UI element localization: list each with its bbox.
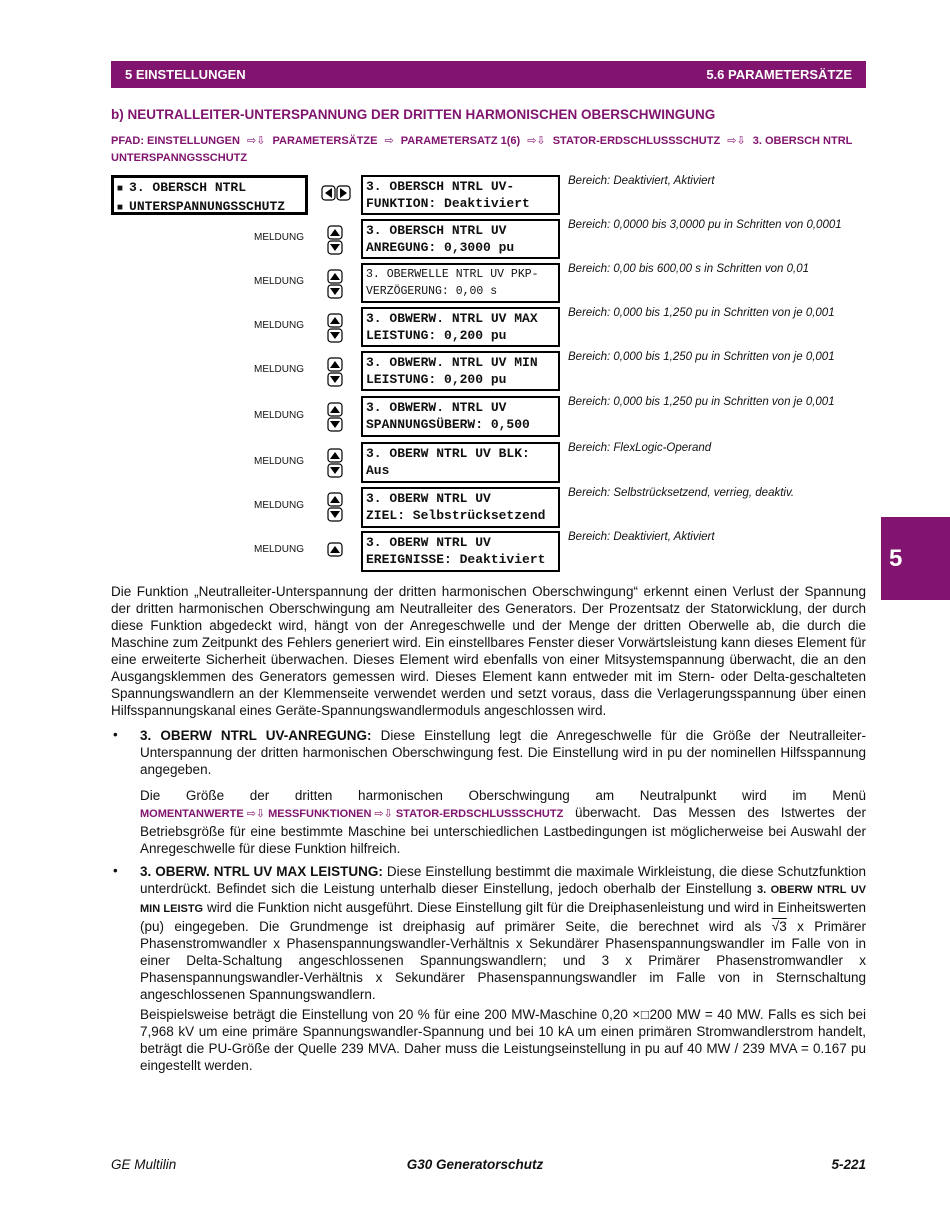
setting-display-delay	[361, 263, 560, 303]
path-item: PARAMETERSÄTZE	[272, 135, 378, 147]
setting-ref: 3. OBERW NTRL UV MIN LEISTG	[140, 884, 866, 915]
menu-ref: STATOR-ERDSCHLUSSSCHUTZ	[395, 808, 564, 820]
setting-range: Bereich: 0,000 bis 1,250 pu in Schritten von je 0,001	[568, 396, 835, 408]
setting-display-events	[361, 531, 560, 572]
text-run: überwacht. Das Messen des Istwertes der Betriebsgröße für eine bestimmte Maschine bei unterschiedlichen Lastbedingungen ist möglicherweise bei Auswahl der Anregeschwelle für diese Funktion hilfreich.	[140, 805, 866, 856]
up-down-arrows-icon	[327, 492, 343, 522]
up-down-arrows-icon	[327, 402, 343, 432]
setting-line: ZIEL: Selbstrücksetzend	[366, 508, 546, 523]
menu-header-line: ■ UNTERSPANNUNGSSCHUTZ	[117, 198, 302, 215]
bullet-max-power-paragraph	[140, 863, 866, 1003]
text-run: wird die Funktion nicht ausgeführt. Diese Einstellung gilt für die Dreiphasenleistung und wird in Einheitswerten (pu) eingegeben. Die Grundmenge ist dreiphasig auf primärer Seite, die berechnet wird als	[140, 900, 866, 934]
footer-company: GE Multilin	[111, 1157, 177, 1172]
melding-label: MELDUNG	[254, 364, 305, 375]
path-item: STATOR-ERDSCHLUSSSCHUTZ	[552, 135, 721, 147]
setting-line: 3. OBERSCH NTRL UV-	[366, 179, 515, 194]
setting-line: 3. OBWERW. NTRL UV MIN	[366, 355, 538, 370]
setting-line: 3. OBERW NTRL UV	[366, 535, 491, 550]
setting-display-voltage-supervision	[361, 396, 560, 437]
setting-line: 3. OBERSCH NTRL UV	[366, 223, 507, 238]
setting-range: Bereich: 0,000 bis 1,250 pu in Schritten von je 0,001	[568, 351, 835, 363]
bullet-marker: •	[113, 727, 118, 742]
melding-label: MELDUNG	[254, 544, 305, 555]
setting-display-block	[361, 442, 560, 483]
setting-display-target	[361, 487, 560, 528]
menu-header-display	[111, 175, 308, 215]
setting-range: Bereich: Selbstrücksetzend, verrieg, deaktiv.	[568, 487, 795, 499]
path-item: 3. OBERSCH NTRL UNTERSPANNGSSCHUTZ	[111, 135, 853, 164]
text-run: x Primärer Phasenstromwandler x Phasenspannungswandler-Verhältnis x Sekundärer Phasenspannungswandler im Falle von in einer Delta-Schaltung angeschlossenen Spannungswandlern; und 3 x Primärer Phasenstromwandler x Phasenspannungswandler-Verhältnis x Sekundärer Phasenspannungswandler im Falle von in Sternschaltung angeschlossenen Spannungswandlern.	[140, 919, 866, 1002]
setting-line: 3. OBWERW. NTRL UV	[366, 400, 507, 415]
bullet-term: 3. OBERW NTRL UV-ANREGUNG:	[140, 728, 372, 743]
melding-label: MELDUNG	[254, 410, 305, 421]
bullet-term: 3. OBERW. NTRL UV MAX LEISTUNG:	[140, 864, 383, 879]
melding-label: MELDUNG	[254, 320, 305, 331]
up-arrow-icon	[327, 542, 343, 558]
chapter-tab: 5	[881, 517, 950, 600]
menu-ref: MESSFUNKTIONEN	[268, 808, 372, 820]
text-run: Die Größe der dritten harmonischen Oberschwingung am Neutralpunkt wird im Menü	[140, 788, 866, 803]
menu-ref: MOMENTANWERTE	[140, 808, 244, 820]
menu-path	[111, 133, 866, 167]
melding-label: MELDUNG	[254, 500, 305, 511]
footer-page-number: 5-221	[831, 1157, 866, 1172]
melding-label: MELDUNG	[254, 232, 305, 243]
up-down-arrows-icon	[327, 313, 343, 343]
setting-line: VERZÖGERUNG: 0,00 s	[366, 285, 498, 298]
setting-line: SPANNUNGSÜBERW: 0,500	[366, 417, 530, 432]
up-down-arrows-icon	[327, 225, 343, 255]
setting-line: LEISTUNG: 0,200 pu	[366, 328, 507, 343]
setting-line: 3. OBERWELLE NTRL UV PKP-	[366, 268, 539, 281]
setting-line: LEISTUNG: 0,200 pu	[366, 372, 507, 387]
setting-display-pickup	[361, 219, 560, 259]
path-prefix: PFAD: EINSTELLUNGEN	[111, 135, 240, 147]
left-right-arrows-icon	[321, 185, 351, 201]
footer-product: G30 Generatorschutz	[406, 1157, 544, 1172]
setting-display-min-power	[361, 351, 560, 391]
path-arrow-icon: ⇨⇩	[374, 808, 393, 820]
setting-range: Bereich: 0,0000 bis 3,0000 pu in Schritten von 0,0001	[568, 219, 842, 231]
path-arrow-icon: ⇨⇩	[727, 135, 746, 147]
text-run: Diese Einstellung bestimmt die maximale Wirkleistung, die diese Schutzfunktion unterdrückt. Befindet sich die Leistung unterhalb dieser Einstellung, jedoch oberhalb der Einstellung	[140, 864, 866, 896]
path-arrow-icon: ⇨⇩	[527, 135, 546, 147]
up-down-arrows-icon	[327, 357, 343, 387]
header-bar	[111, 61, 866, 88]
bullet-pickup-paragraph	[140, 727, 866, 778]
setting-line: FUNKTION: Deaktiviert	[366, 196, 530, 211]
header-chapter: 5 EINSTELLUNGEN	[125, 67, 246, 82]
bullet-text: Diese Einstellung legt die Anregeschwelle für die Größe der Neutralleiter-Unterspannung der dritten harmonischen Oberschwingung fest. Die Einstellung wird in pu der nominellen Hilfsspannung angegeben.	[140, 728, 866, 777]
up-down-arrows-icon	[327, 269, 343, 299]
path-arrow-icon: ⇨⇩	[246, 808, 266, 820]
setting-range: Bereich: Deaktiviert, Aktiviert	[568, 175, 715, 187]
sqrt-symbol: √3	[771, 919, 787, 934]
setting-range: Bereich: FlexLogic-Operand	[568, 442, 712, 454]
up-down-arrows-icon	[327, 448, 343, 478]
setting-line: 3. OBERW NTRL UV	[366, 491, 491, 506]
menu-header-line: ■ 3. OBERSCH NTRL	[117, 179, 302, 198]
melding-label: MELDUNG	[254, 456, 305, 467]
setting-range: Bereich: Deaktiviert, Aktiviert	[568, 531, 715, 543]
setting-range: Bereich: 0,000 bis 1,250 pu in Schritten von je 0,001	[568, 307, 835, 319]
bullet-marker: •	[113, 863, 118, 878]
setting-line: 3. OBERW NTRL UV BLK:	[366, 446, 530, 461]
setting-display-function	[361, 175, 560, 215]
intro-paragraph: Die Funktion „Neutralleiter-Unterspannung der dritten harmonischen Oberschwingung“ erkennt einen Verlust der Spannung der dritten harmonischen Oberschwingung am Neutralleiter des Generators. Der Prozentsatz der Statorwicklung, der durch diese Funktion abgedeckt wird, hängt von der Anregeschwelle und der Menge der dritten Oberwelle ab, die durch die Maschine zum Zeitpunkt des Fehlers generiert wird. Ein einstellbares Fenster dieser Vorwärtsleistung kann dieses Element für eine erweiterte Sicherheit überwachen. Dieses Element wird ebenfalls von einer Mitsystemspannung überwacht, die an den Ausgangsklemmen des Generators gemessen wird. Dieses Element kann entweder mit im Stern- oder Delta-geschalteten Spannungswandlern an der Klemmenseite verwendet werden und setzt voraus, dass die Verlagerungsspannung über einen Hilfsspannungskanal eines Geräte-Spannungswandlermoduls angeschlossen wird.	[111, 584, 866, 718]
setting-range: Bereich: 0,00 bis 600,00 s in Schritten von 0,01	[568, 263, 810, 275]
melding-label: MELDUNG	[254, 276, 305, 287]
path-arrow-icon: ⇨⇩	[247, 135, 266, 147]
bullet-pickup-detail	[140, 787, 866, 857]
path-arrow-icon: ⇨	[384, 135, 394, 147]
example-paragraph: Beispielsweise beträgt die Einstellung von 20 % für eine 200 MW-Maschine 0,20 ×□200 MW = 40 MW. Falls es sich bei 7,968 kV um eine primäre Spannungswandler-Spannung und bei 10 kA um einen primären Stromwandlerstrom handelt, beträgt die PU-Größe der Quelle 239 MVA. Daher muss die Leistungseinstellung in pu auf 40 MW / 239 MVA = 0.167 pu eingestellt werden.	[140, 1007, 866, 1073]
setting-line: ANREGUNG: 0,3000 pu	[366, 240, 515, 255]
setting-line: Aus	[366, 463, 390, 478]
setting-line: EREIGNISSE: Deaktiviert	[366, 552, 546, 567]
path-item: PARAMETERSATZ 1(6)	[400, 135, 521, 147]
section-title: b) NEUTRALLEITER-UNTERSPANNUNG DER DRITTEN HARMONISCHEN OBERSCHWINGUNG	[111, 107, 716, 122]
setting-line: 3. OBWERW. NTRL UV MAX	[366, 311, 538, 326]
setting-display-max-power	[361, 307, 560, 347]
header-section: 5.6 PARAMETERSÄTZE	[706, 67, 852, 82]
